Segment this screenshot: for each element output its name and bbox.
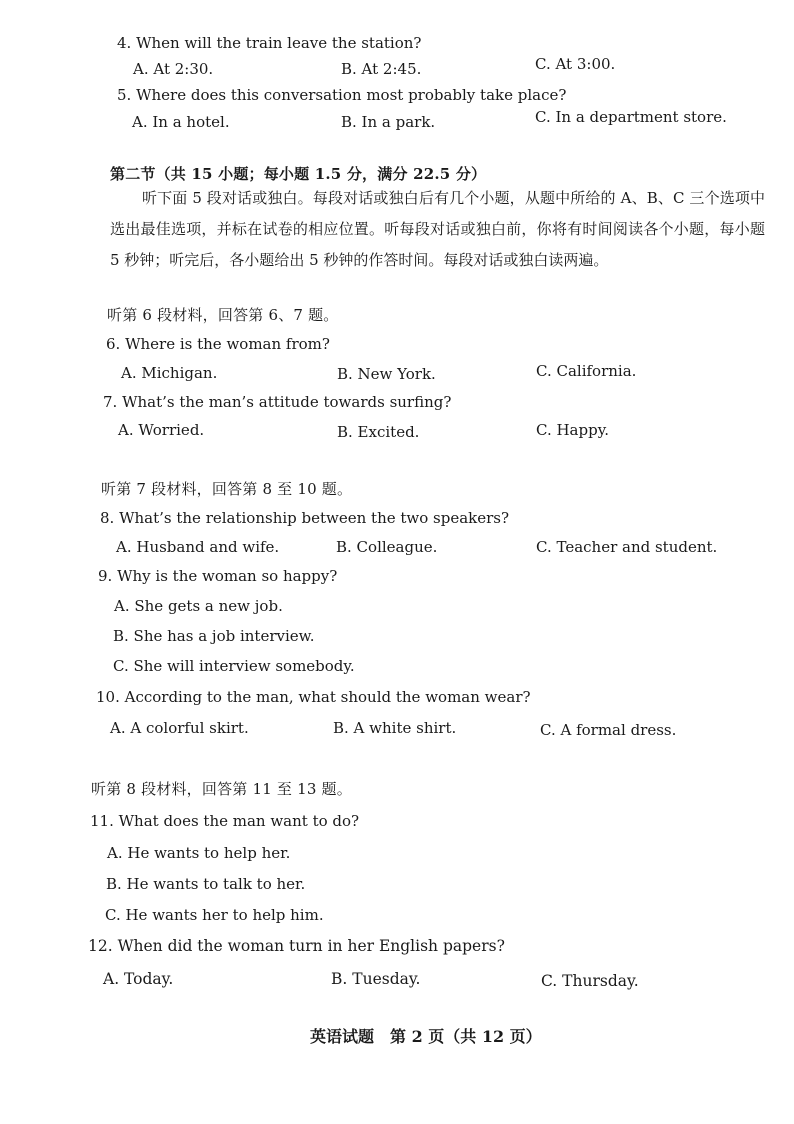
question-7-option-c: C. Happy.: [536, 421, 609, 439]
group-6-heading: 听第 6 段材料，回答第 6、7 题。: [107, 306, 339, 324]
question-8-option-b: B. Colleague.: [336, 538, 438, 556]
question-6-option-a: A. Michigan.: [121, 364, 218, 382]
question-12-option-a: A. Today.: [103, 970, 174, 988]
question-5-option-b: B. In a park.: [341, 113, 436, 131]
question-4-option-c: C. At 3:00.: [535, 55, 616, 73]
question-8-option-c: C. Teacher and student.: [536, 538, 718, 556]
question-10-option-b: B. A white shirt.: [333, 719, 457, 737]
section-2-instructions: 听下面 5 段对话或独白。每段对话或独白后有几个小题，从题中所给的 A、B、C 三个选项中选出最佳选项，并标在试卷的相应位置。听每段对话或独白前，你将有时间阅读各个小题，每小题 5 秒钟；听完后，各小题给出 5 秒钟的作答时间。每段对话或独白读两遍。: [110, 189, 765, 269]
question-10-option-a: A. A colorful skirt.: [110, 719, 249, 737]
question-9-option-c: C. She will interview somebody.: [113, 657, 355, 675]
group-7-heading: 听第 7 段材料，回答第 8 至 10 题。: [101, 480, 353, 498]
question-7-option-b: B. Excited.: [337, 423, 420, 441]
question-6-option-c: C. California.: [536, 362, 637, 380]
question-10: 10. According to the man, what should the woman wear?: [96, 688, 531, 706]
question-11-option-c: C. He wants her to help him.: [105, 906, 324, 924]
question-9: 9. Why is the woman so happy?: [98, 567, 338, 585]
question-12: 12. When did the woman turn in her English papers?: [88, 937, 505, 955]
question-4-option-a: A. At 2:30.: [133, 60, 214, 78]
question-12-option-b: B. Tuesday.: [331, 970, 421, 988]
question-12-option-c: C. Thursday.: [541, 972, 639, 990]
section-2-title: 第二节（共 15 小题；每小题 1.5 分，满分 22.5 分）: [110, 165, 487, 183]
question-5: 5. Where does this conversation most probably take place?: [117, 86, 567, 104]
question-9-option-a: A. She gets a new job.: [114, 597, 283, 615]
question-11: 11. What does the man want to do?: [90, 812, 360, 830]
question-6: 6. Where is the woman from?: [106, 335, 330, 353]
group-8-heading: 听第 8 段材料，回答第 11 至 13 题。: [91, 780, 352, 798]
question-4-option-b: B. At 2:45.: [341, 60, 422, 78]
question-5-option-a: A. In a hotel.: [132, 113, 230, 131]
question-11-option-a: A. He wants to help her.: [107, 844, 291, 862]
question-5-option-c: C. In a department store.: [535, 108, 727, 126]
question-6-option-b: B. New York.: [337, 365, 436, 383]
question-11-option-b: B. He wants to talk to her.: [106, 875, 306, 893]
question-4: 4. When will the train leave the station?: [117, 34, 422, 52]
question-8-option-a: A. Husband and wife.: [116, 538, 280, 556]
question-8: 8. What’s the relationship between the two speakers?: [100, 509, 510, 527]
question-7: 7. What’s the man’s attitude towards surfing?: [103, 393, 452, 411]
page-footer: 英语试题 第 2 页（共 12 页）: [310, 1027, 542, 1046]
question-10-option-c: C. A formal dress.: [540, 721, 677, 739]
question-9-option-b: B. She has a job interview.: [113, 627, 315, 645]
question-7-option-a: A. Worried.: [118, 421, 205, 439]
